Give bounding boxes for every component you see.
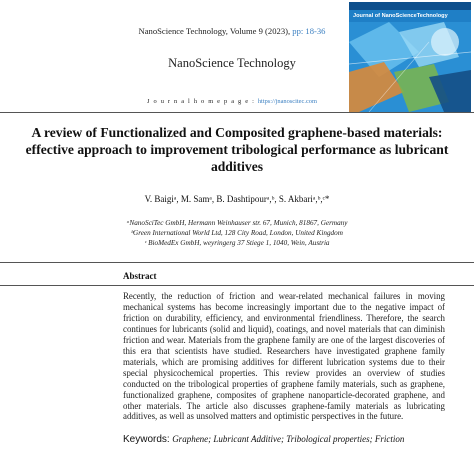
keywords-label: Keywords:	[123, 434, 170, 445]
cover-top-strip	[349, 2, 471, 10]
affiliation-b: ᵇGreen International World Ltd, 128 City Road, London, United Kingdom	[131, 229, 343, 237]
cover-title: Journal of NanoScienceTechnology	[353, 13, 448, 19]
homepage-link[interactable]: https://jnanoscitec.com	[257, 98, 317, 105]
citation-pages: pp: 18-36	[292, 26, 326, 36]
keywords-list: Graphene; Lubricant Additive; Tribological properties; Friction	[172, 434, 405, 444]
abstract-heading-divider	[0, 285, 474, 286]
affiliation-a: ᵃNanoSciTec GmbH, Hermann Weinhauser str. 67, Munich, 81867, Germany	[126, 219, 348, 227]
homepage-label: J o u r n a l h o m e p a g e :	[147, 98, 258, 105]
abstract-heading: Abstract	[123, 271, 157, 281]
cover-artwork	[349, 22, 471, 112]
journal-homepage	[112, 98, 352, 105]
journal-cover-image	[349, 2, 471, 112]
author-affiliations	[60, 218, 414, 248]
paper-authors: V. Baigiᵃ, M. Samᵃ, B. Dashtipourᵃ,ᵇ, S. Akbariᵃ,ᵇ,ᶜ*	[144, 194, 330, 204]
paper-title: A review of Functionalized and Composited graphene-based materials: effective approach to improvement tribological performance as lubricant additives	[25, 125, 449, 174]
abstract-top-divider	[0, 262, 474, 263]
header-divider	[0, 112, 474, 113]
journal-citation	[112, 26, 352, 36]
affiliation-c: ᶜ BioMedEx GmbH, weyringerg 37 Stiege 1, 1040, Wein, Austria	[144, 239, 330, 247]
abstract-text: Recently, the reduction of friction and wear-related mechanical failures in moving mechanical systems has become increasingly important due to the negative impact of friction on durability, efficiency, and environmental friendliness. Therefore, the search continues for lubricants (solid and liquid), coatings, and novel materials that can diminish friction and wear. Materials from the graphene family are one of the largest discoveries of this era that scientists have studied. Researchers have investigated graphene family materials, which are promising additives for different lubrication systems due to their special physicochemical properties. This review provides an overview of studies conducted on the tribological properties of graphene family materials, such as graphene, functionalized graphene, composites of graphene nanoparticle-decorated graphene, and other materials. The article also discusses graphene-family materials as lubricating additives, as well as unsolved matters and optimistic perspectives in the future.	[123, 291, 445, 422]
keywords-line	[123, 434, 404, 445]
citation-text: NanoScience Technology, Volume 9 (2023),	[138, 26, 293, 36]
journal-name: NanoScience Technology	[168, 56, 296, 70]
